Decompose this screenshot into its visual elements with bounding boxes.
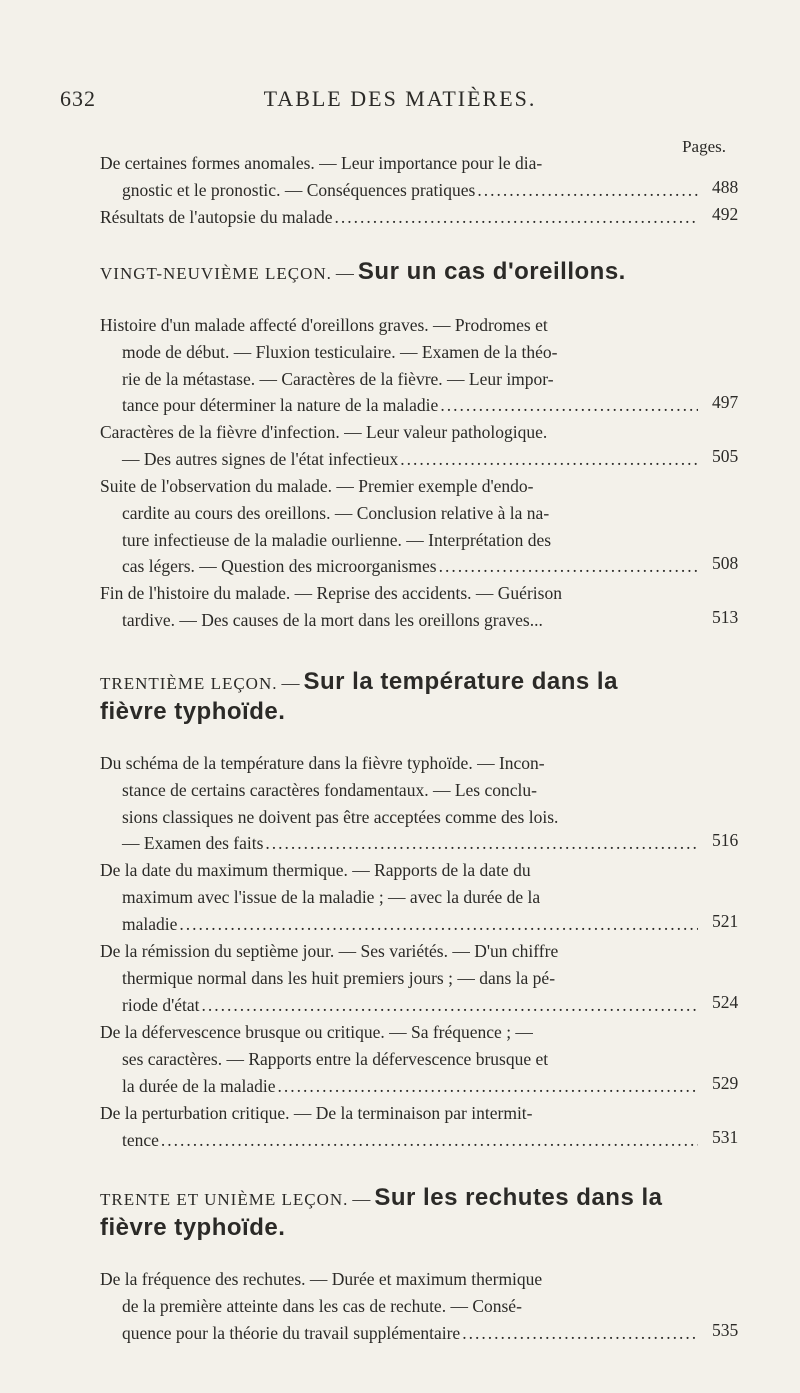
page-ref: 529 [712,1073,739,1093]
page-ref: 535 [712,1320,739,1340]
entry-line: Suite de l'observation du malade. — Premier exemple d'endo- [100,476,534,496]
toc-entry [100,312,702,419]
page-ref: 521 [712,911,739,931]
entry-line: maladie ..... [100,911,702,938]
lesson-heading: TRENTE ET UNIÈME LEÇON. — Sur les rechutes dans la fièvre typhoïde. [100,1184,740,1242]
lesson-title-continued: fièvre typhoïde. [100,698,286,725]
entry-line: cas légers. — Question des microorganismes ..... [100,553,702,580]
entry-line: la durée de la maladie ..... [100,1073,702,1100]
page-ref: 531 [712,1127,739,1147]
entry-line: tance pour déterminer la nature de la maladie ..... [100,392,702,419]
lesson-title: Sur les rechutes dans la [374,1184,663,1211]
entry-line: maximum avec l'issue de la maladie ; — avec la durée de la [122,886,541,907]
toc-entry [100,857,702,937]
entry-line: de la première atteinte dans les cas de rechute. — Consé- [122,1295,522,1316]
page-ref: 516 [712,830,739,850]
entry-line: Résultats de l'autopsie du malade ..... [100,204,702,231]
entry-line: De la perturbation critique. — De la terminaison par intermit- [100,1103,533,1123]
toc-entry [100,1019,702,1099]
lesson-label: TRENTIÈME LEÇON. [100,674,278,693]
entry-line: Fin de l'histoire du malade. — Reprise des accidents. — Guérison [100,583,562,603]
lesson-heading: TRENTIÈME LEÇON. — Sur la température dans la fièvre typhoïde. [100,668,740,726]
toc-entry [100,938,702,1018]
entry-line: Histoire d'un malade affecté d'oreillons graves. — Prodromes et [100,315,548,335]
toc-entry [100,750,702,857]
running-head [60,86,740,116]
running-title: TABLE DES MATIÈRES. [263,86,537,111]
entry-line: De la fréquence des rechutes. — Durée et maximum thermique [100,1269,543,1289]
entry-line: De certaines formes anomales. — Leur importance pour le dia- [100,153,543,173]
lesson-title: Sur un cas d'oreillons. [357,258,626,285]
entry-line: thermique normal dans les huit premiers jours ; — dans la pé- [122,967,556,988]
page-ref: 524 [712,992,739,1012]
lesson-title: Sur la température dans la [303,668,618,695]
toc-entry [100,473,702,580]
entry-line: — Des autres signes de l'état infectieux ..... [100,446,702,473]
entry-line: riode d'état ..... [100,992,702,1019]
lesson-label: TRENTE ET UNIÈME LEÇON. [100,1190,349,1209]
toc-entry [100,150,702,204]
entry-line: ture infectieuse de la maladie ourlienne. — Interprétation des [122,529,552,550]
page-ref: 492 [712,204,739,224]
entry-line: De la date du maximum thermique. — Rapports de la date du [100,860,531,880]
entry-line: De la défervescence brusque ou critique. — Sa fréquence ; — [100,1022,533,1042]
entry-line: De la rémission du septième jour. — Ses variétés. — D'un chiffre [100,941,559,961]
lesson-title-continued: fièvre typhoïde. [100,1214,286,1241]
page-ref: 505 [712,446,739,466]
page-ref: 508 [712,553,739,573]
lesson-heading: VINGT-NEUVIÈME LEÇON. — Sur un cas d'oreillons. [100,258,626,285]
page-ref: 513 [712,607,739,627]
entry-line: mode de début. — Fluxion testiculaire. — Examen de la théo- [122,341,558,362]
pages-column-label: Pages. [682,137,726,156]
entry-line: — Examen des faits ..... [100,830,702,857]
page-ref: 488 [712,177,739,197]
entry-line: sions classiques ne doivent pas être acceptées comme des lois. [122,806,559,827]
entry-line: Caractères de la fièvre d'infection. — Leur valeur pathologique. [100,422,548,442]
entry-line: quence pour la théorie du travail supplémentaire ..... [100,1320,702,1347]
entry-line: tardive. — Des causes de la mort dans les oreillons graves... [122,609,543,630]
page-number: 632 [60,86,96,111]
toc-entry [100,419,702,473]
entry-line: tence ..... [100,1127,702,1154]
entry-line: gnostic et le pronostic. — Conséquences pratiques ..... [100,177,702,204]
toc-entry [100,1100,702,1154]
toc-entry [100,204,702,231]
entry-line: ses caractères. — Rapports entre la défervescence brusque et [122,1048,549,1069]
entry-line: rie de la métastase. — Caractères de la fièvre. — Leur impor- [122,368,554,389]
lesson-label: VINGT-NEUVIÈME LEÇON. [100,264,332,283]
page-ref: 497 [712,392,739,412]
entry-line: Du schéma de la température dans la fièvre typhoïde. — Incon- [100,753,545,773]
entry-line: cardite au cours des oreillons. — Conclusion relative à la na- [122,502,550,523]
toc-entry [100,1266,702,1346]
toc-entry [100,580,702,634]
entry-line: stance de certains caractères fondamentaux. — Les conclu- [122,779,537,800]
